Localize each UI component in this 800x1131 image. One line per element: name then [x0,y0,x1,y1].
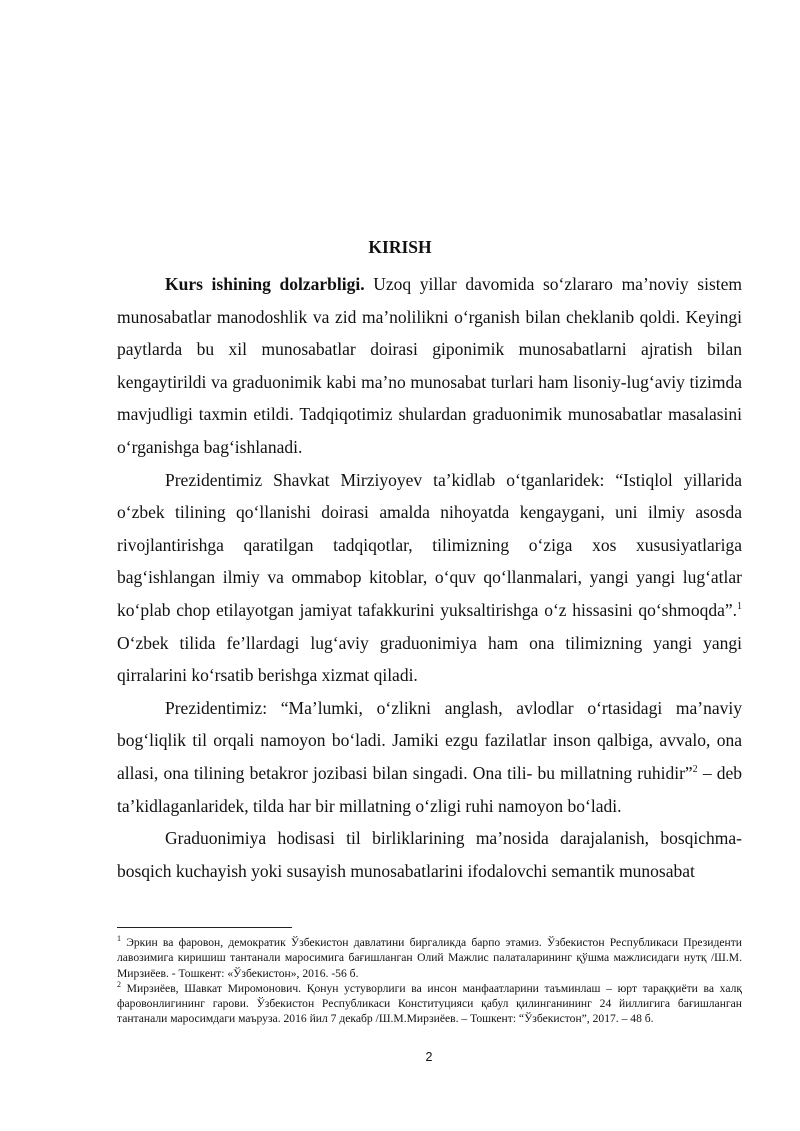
page-number: 2 [425,1050,433,1064]
footnote-number: 2 [117,980,121,990]
body-text [117,268,742,887]
footnote-text: Мирзиёев, Шавкат Миромонович. Қонун устуворлиги ва инсон манфаатларини таъминлаш – юрт тараққиёти ва халқ фаровонлигининг гарови. Ўзбекистон Республикаси Конституцияси қабул қилинганининг 24 йиллигига бағишланган тантанали маросимдаги маъруза. 2016 йил 7 декабр /Ш.М.Мирзиёев. – Тошкент: “Ўзбекистон”, 2017. – 48 б. [117,981,742,1026]
footnotes [117,935,742,1027]
footnote-ref-1[interactable]: 1 [737,601,742,613]
paragraph-text: Graduonimiya hodisasi til birliklarining ma’nosida darajalanish, bosqichma-bosqich kuchayish yoki susayish munosabatlarini ifodalovchi semantik munosabat [117,828,742,881]
paragraph-4 [117,822,742,887]
footnote-text: Эркин ва фаровон, демократик Ўзбекистон давлатини биргаликда барпо этамиз. Ўзбекистон Республикаси Президенти лавозимига киришиш тантанали маросимига бағишланган Олий Мажлис палаталарининг қўшма мажлисидаги нутқ /Ш.М. Мирзиёев. - Тошкент: «Ўзбекистон», 2016. -56 б. [117,936,742,980]
page-title: KIRISH [368,237,432,257]
paragraph-text: Prezidentimiz Shavkat Mirziyoyev ta’kidlab o‘tganlaridek: “Istiqlol yillarida o‘zbek tilining qo‘llanishi doirasi amalda nihoyatda kengaygani, uni ilmiy asosda rivojlantirishga qaratilgan tadqiqotlar, tilimizning o‘ziga xos xususiyatlariga bag‘ishlangan ilmiy va ommabop kitoblar, o‘quv qo‘llanmalari, yangi yangi lug‘atlar ko‘plab chop etilayotgan jamiyat tafakkurini yuksaltirishga o‘z hissasini qo‘shmoqda”. [117,469,742,620]
paragraph-3 [117,692,742,822]
footnote-divider [117,927,292,928]
footnote-ref-2[interactable]: 2 [692,764,698,776]
paragraph-1 [117,268,742,464]
footnote-1 [117,935,742,981]
paragraph-text: Prezidentimiz: “Ma’lumki, o‘zlikni anglash, avlodlar o‘rtasidagi ma’naviy bog‘liqlik til orqali namoyon bo‘ladi. Jamiki ezgu fazilatlar inson qalbiga, avvalo, ona allasi, ona tilining betakror jozibasi bilan singadi. Ona tili- bu millatning ruhidir” [117,697,742,783]
footnote-number: 1 [117,934,121,944]
paragraph-text: O‘zbek tilida fe’llardagi lug‘aviy graduonimiya ham ona tilimizning yangi yangi qirralarini ko‘rsatib berishga xizmat qiladi. [117,632,742,686]
paragraph-2 [117,464,742,692]
paragraph-text: – deb ta’kidlaganlaridek, tilda har bir millatning o‘zligi ruhi namoyon bo‘ladi. [117,762,742,816]
paragraph-text: Uzoq yillar davomida so‘zlararo ma’noviy sistem munosabatlar manodoshlik va zid ma’nolilikni o‘rganish bilan cheklanib qoldi. Keyingi paytlarda bu xil munosabatlar doirasi giponimik munosabatlarni ajratish bilan kengaytirildi va graduonimik kabi ma’no munosabat turlari ham lisoniy-lug‘aviy tizimda mavjudligi taxmin etildi. Tadqiqotimiz shulardan graduonimik munosabatlar masalasini o‘rganishga bag‘ishlanadi. [117,274,742,457]
lead-phrase: Kurs ishining dolzarbligi. [165,274,365,294]
footnote-2 [117,981,742,1027]
